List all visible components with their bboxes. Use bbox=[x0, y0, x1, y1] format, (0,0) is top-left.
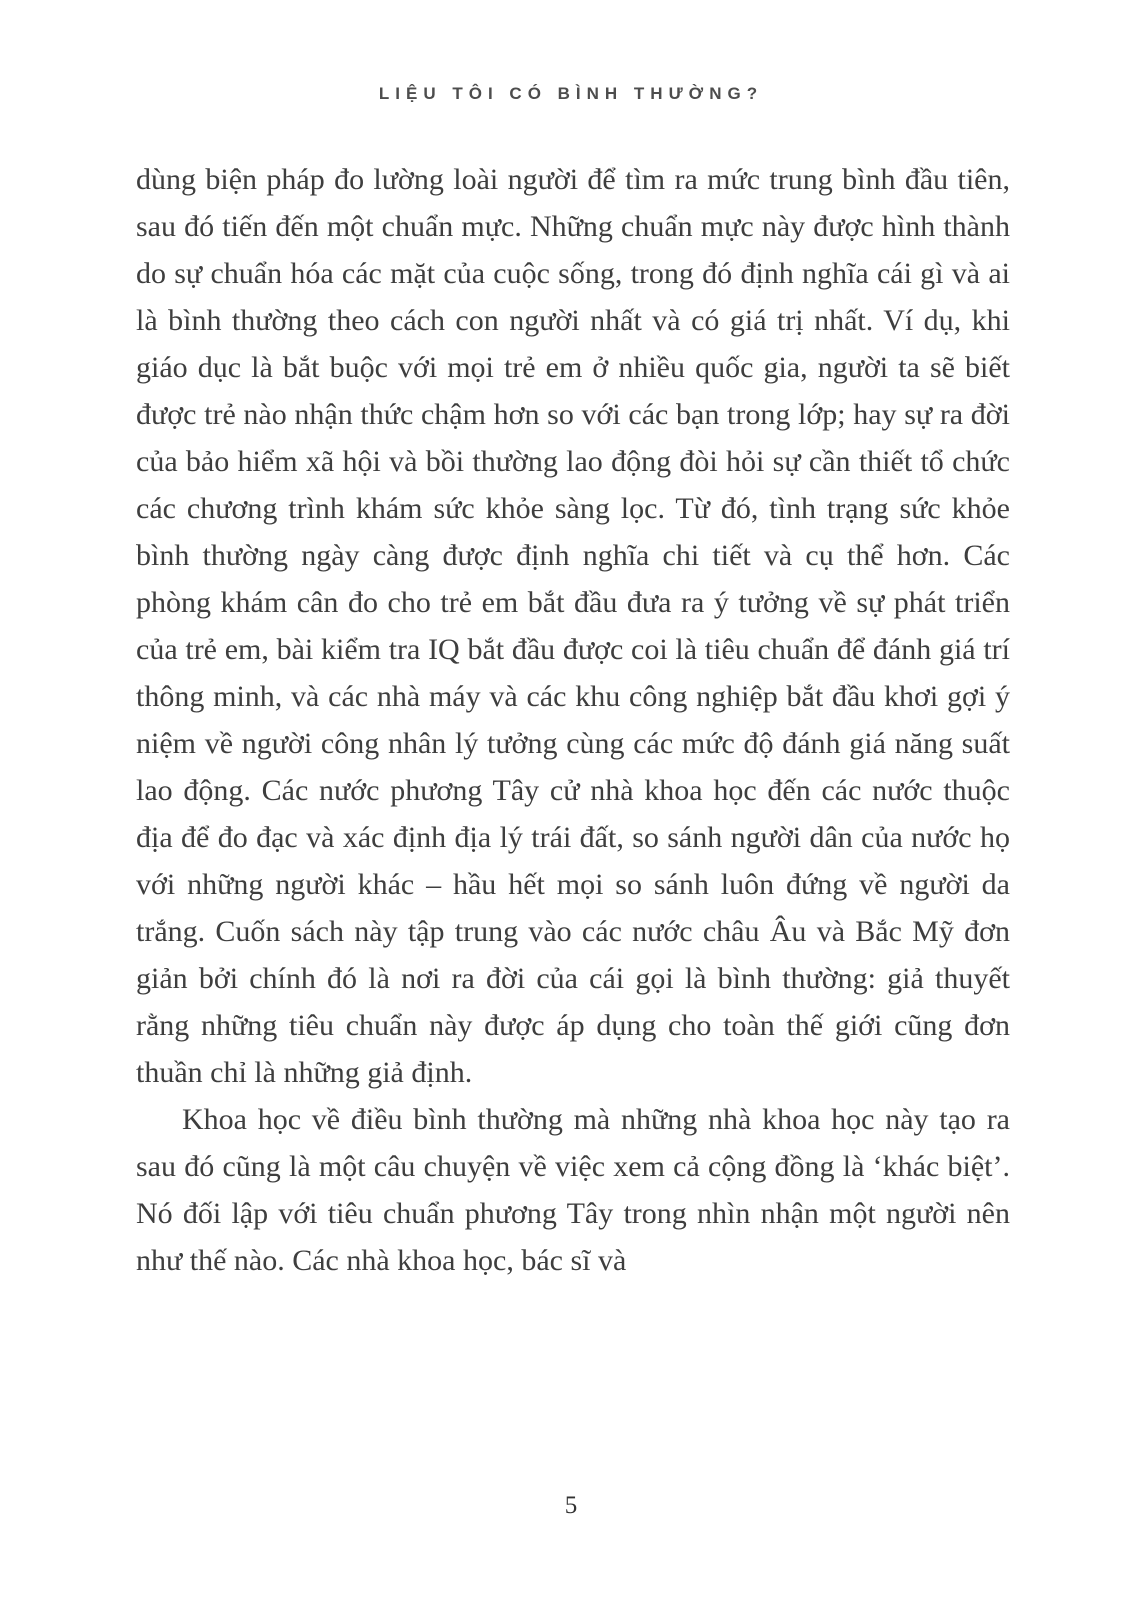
paragraph: Khoa học về điều bình thường mà những nhà khoa học này tạo ra sau đó cũng là một câu chuyện về việc xem cả cộng đồng là ‘khác biệt’. Nó đối lập với tiêu chuẩn phương Tây trong nhìn nhận một người nên như thế nào. Các nhà khoa học, bác sĩ và bbox=[136, 1103, 1010, 1277]
body-text bbox=[136, 156, 1010, 1284]
paragraph-continuation: dùng biện pháp đo lường loài người để tìm ra mức trung bình đầu tiên, sau đó tiến đến một chuẩn mực. Những chuẩn mực này được hình thành do sự chuẩn hóa các mặt của cuộc sống, trong đó định nghĩa cái gì và ai là bình thường theo cách con người nhất và có giá trị nhất. Ví dụ, khi giáo dục là bắt buộc với mọi trẻ em ở nhiều quốc gia, người ta sẽ biết được trẻ nào nhận thức chậm hơn so với các bạn trong lớp; hay sự ra đời của bảo hiểm xã hội và bồi thường lao động đòi hỏi sự cần thiết tổ chức các chương trình khám sức khỏe sàng lọc. Từ đó, tình trạng sức khỏe bình thường ngày càng được định nghĩa chi tiết và cụ thể hơn. Các phòng khám cân đo cho trẻ em bắt đầu đưa ra ý tưởng về sự phát triển của trẻ em, bài kiểm tra IQ bắt đầu được coi là tiêu chuẩn để đánh giá trí thông minh, và các nhà máy và các khu công nghiệp bắt đầu khơi gợi ý niệm về người công nhân lý tưởng cùng các mức độ đánh giá năng suất lao động. Các nước phương Tây cử nhà khoa học đến các nước thuộc địa để đo đạc và xác định địa lý trái đất, so sánh người dân của nước họ với những người khác – hầu hết mọi so sánh luôn đứng về người da trắng. Cuốn sách này tập trung vào các nước châu Âu và Bắc Mỹ đơn giản bởi chính đó là nơi ra đời của cái gọi là bình thường: giả thuyết rằng những tiêu chuẩn này được áp dụng cho toàn thế giới cũng đơn thuần chỉ là những giả định. bbox=[136, 163, 1010, 1089]
page-number: 5 bbox=[564, 1492, 578, 1519]
running-header: LIỆU TÔI CÓ BÌNH THƯỜNG? bbox=[378, 84, 764, 103]
